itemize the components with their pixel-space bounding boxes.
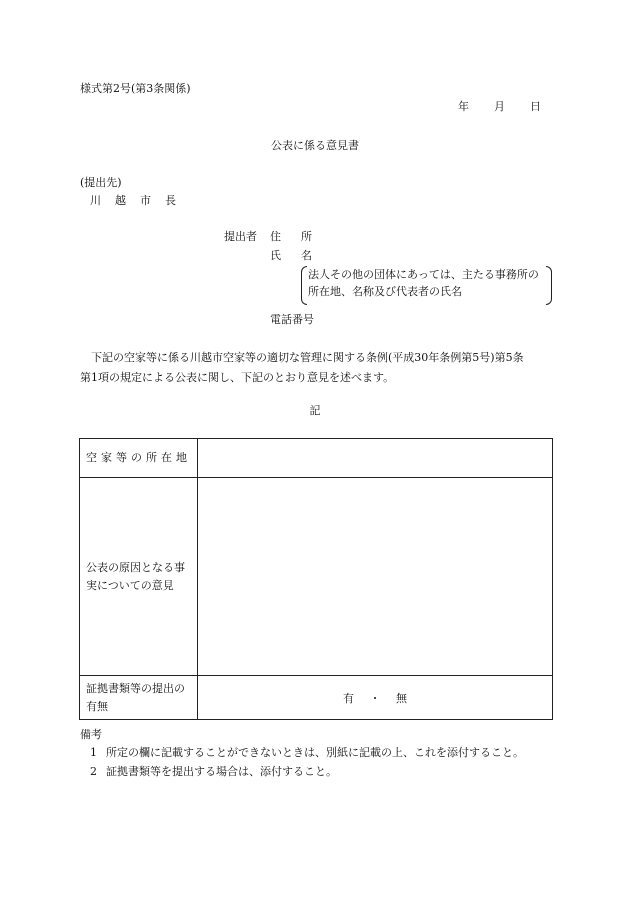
ki-heading: 記 [309, 404, 321, 417]
date-month: 月 [494, 100, 505, 113]
location-label: 空家等の所在地 [80, 439, 198, 478]
right-bracket [546, 266, 552, 305]
opinion-label: 公表の原因となる事実についての意見 [80, 478, 198, 676]
evidence-label: 証拠書類等の提出の有無 [80, 676, 198, 720]
date-day: 日 [530, 100, 541, 113]
table-row [80, 478, 553, 676]
evidence-yes-no[interactable]: 有 ・ 無 [198, 676, 553, 720]
notes-heading: 備考 [80, 728, 102, 741]
left-bracket [301, 266, 307, 305]
note-item: 2 証拠書類等を提出する場合は、添付すること。 [90, 765, 337, 778]
opinion-table [79, 438, 553, 720]
location-field[interactable] [198, 439, 553, 478]
name-label: 氏 名 [270, 249, 312, 262]
date-year: 年 [458, 100, 469, 113]
submitter-label: 提出者 [224, 230, 257, 243]
corporation-note: 法人その他の団体にあっては、主たる事務所の 所在地、名称及び代表者の氏名 [301, 266, 552, 305]
table-row [80, 676, 553, 720]
recipient-name: 川越市長 [90, 194, 190, 207]
address-label: 住 所 [270, 230, 312, 243]
form-number: 様式第2号(第3条関係) [80, 82, 191, 95]
table-row [80, 439, 553, 478]
body-paragraph: 下記の空家等に係る川越市空家等の適切な管理に関する条例(平成30年条例第5号)第5条 第1項の規定による公表に関し、下記のとおり意見を述べます。 [80, 351, 524, 384]
note-item: 1 所定の欄に記載することができないときは、別紙に記載の上、これを添付すること。 [90, 746, 524, 759]
opinion-field[interactable] [198, 478, 553, 676]
phone-label: 電話番号 [270, 313, 314, 326]
recipient-label: (提出先) [80, 176, 122, 189]
document-title: 公表に係る意見書 [271, 139, 359, 152]
